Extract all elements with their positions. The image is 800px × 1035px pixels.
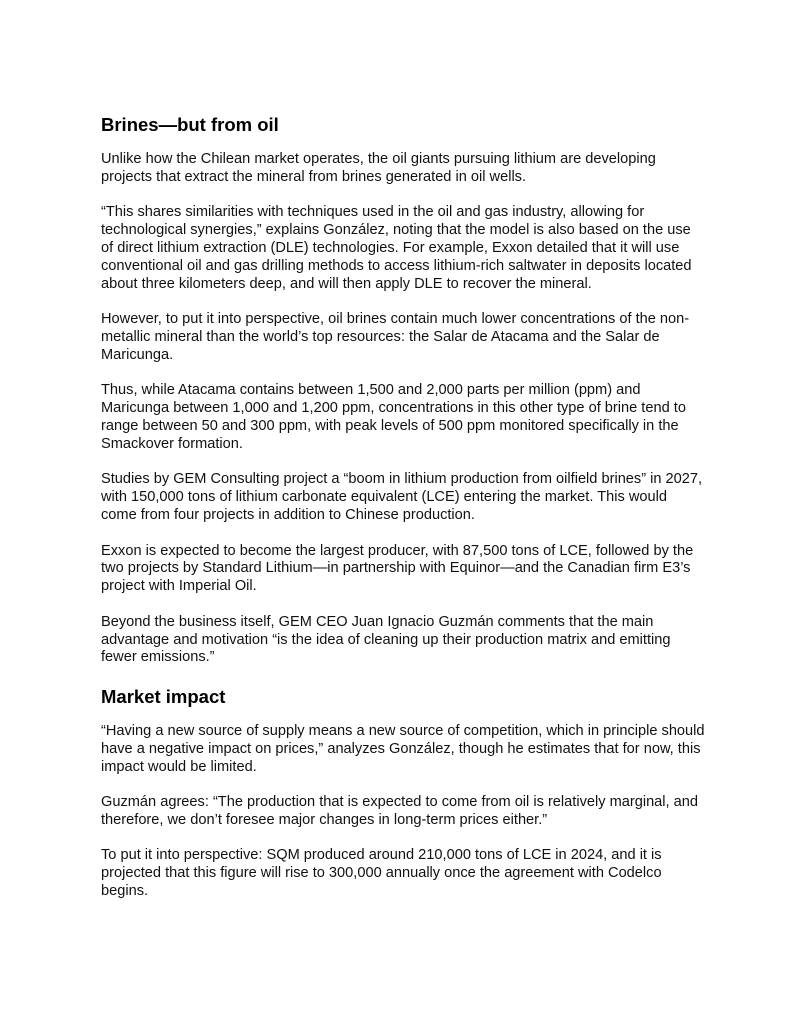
section-market-impact [101, 685, 705, 901]
paragraph: “This shares similarities with techniques used in the oil and gas industry, allowing for technological synergies,” explains González, noting that the model is also based on the use of direct lithium extraction (DLE) technologies. For example, Exxon detailed that it will use conventional oil and gas drilling methods to access lithium-rich saltwater in deposits located about three kilometers deep, and will then apply DLE to recover the mineral. [101, 204, 692, 292]
paragraph: To put it into perspective: SQM produced around 210,000 tons of LCE in 2024, and it is projected that this figure will rise to 300,000 annually once the agreement with Codelco begins. [101, 847, 662, 900]
paragraph: Guzmán agrees: “The production that is expected to come from oil is relatively marginal, and therefore, we don’t foresee major changes in long-term prices either.” [101, 794, 699, 828]
document-page [101, 113, 705, 919]
section-brines [101, 113, 705, 667]
paragraph: Thus, while Atacama contains between 1,500 and 2,000 parts per million (ppm) and Maricunga between 1,000 and 1,200 ppm, concentrations in this other type of brine tend to range between 50 and 300 ppm, with peak levels of 500 ppm monitored specifically in the Smackover formation. [101, 382, 686, 452]
paragraph: Beyond the business itself, GEM CEO Juan Ignacio Guzmán comments that the main advantage and motivation “is the idea of cleaning up their production matrix and emitting fewer emissions.” [101, 613, 671, 666]
section-heading-brines: Brines—but from oil [101, 114, 279, 135]
paragraph: Studies by GEM Consulting project a “boom in lithium production from oilfield brines” in 2027, with 150,000 tons of lithium carbonate equivalent (LCE) entering the market. This would come from four projects in addition to Chinese production. [101, 471, 703, 523]
paragraph: However, to put it into perspective, oil brines contain much lower concentrations of the non-metallic mineral than the world’s top resources: the Salar de Atacama and the Salar de Maricunga. [101, 311, 690, 363]
paragraph: “Having a new source of supply means a new source of competition, which in principle should have a negative impact on prices,” analyzes González, though he estimates that for now, this impact would be limited. [101, 722, 705, 775]
paragraph: Unlike how the Chilean market operates, the oil giants pursuing lithium are developing projects that extract the mineral from brines generated in oil wells. [101, 151, 656, 185]
section-heading-market-impact: Market impact [101, 685, 226, 707]
paragraph: Exxon is expected to become the largest producer, with 87,500 tons of LCE, followed by the two projects by Standard Lithium—in partnership with Equinor—and the Canadian firm E3’s project with Imperial Oil. [101, 542, 694, 595]
